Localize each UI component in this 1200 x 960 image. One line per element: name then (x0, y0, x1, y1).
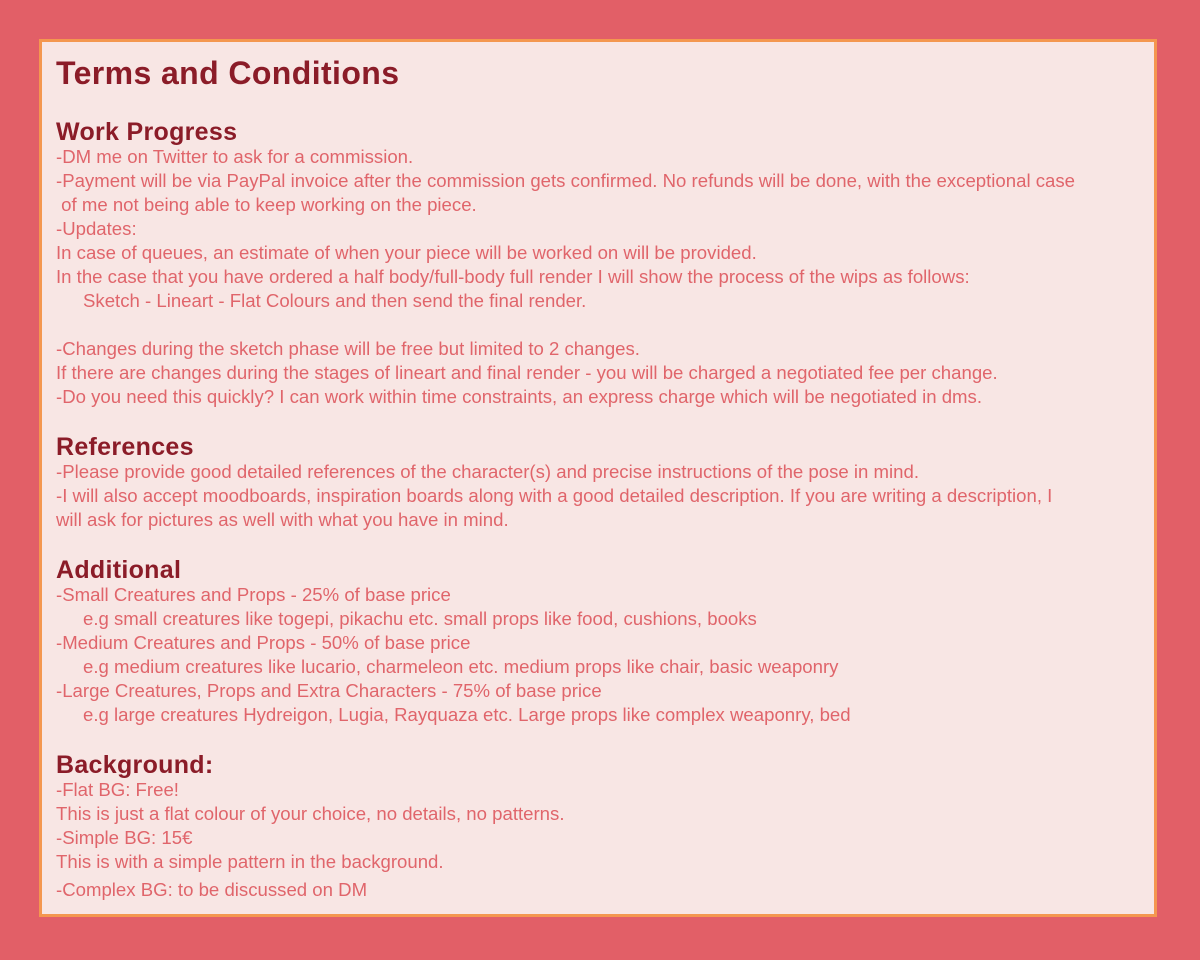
text-line: -Complex BG: to be discussed on DM (56, 879, 368, 900)
text-line: If there are changes during the stages of lineart and final render - you will be charged a negotiated fee per change. (56, 362, 998, 383)
section-background (56, 752, 1148, 902)
terms-content (56, 54, 1148, 902)
text-line: -Simple BG: 15€ (56, 827, 193, 848)
text-line: -DM me on Twitter to ask for a commission. (56, 146, 414, 167)
text-line: -Changes during the sketch phase will be free but limited to 2 changes. (56, 338, 640, 359)
text-line: e.g small creatures like togepi, pikachu etc. small props like food, cushions, books (83, 608, 757, 629)
section-work-progress (56, 119, 1148, 409)
text-line: of me not being able to keep working on the piece. (56, 194, 477, 215)
text-line: Sketch - Lineart - Flat Colours and then send the final render. (83, 290, 587, 311)
text-line: -I will also accept moodboards, inspiration boards along with a good detailed description. If you are writing a description, I (56, 485, 1053, 506)
section-references (56, 434, 1148, 532)
text-line: -Do you need this quickly? I can work within time constraints, an express charge which will be negotiated in dms. (56, 386, 983, 407)
text-line: -Please provide good detailed references of the character(s) and precise instructions of the pose in mind. (56, 461, 920, 482)
terms-card (39, 39, 1157, 917)
text-line: -Flat BG: Free! (56, 779, 179, 800)
text-line: -Medium Creatures and Props - 50% of base price (56, 632, 471, 653)
text-line: -Payment will be via PayPal invoice after the commission gets confirmed. No refunds will be done, with the exceptional case (56, 170, 1076, 191)
text-line: In the case that you have ordered a half body/full-body full render I will show the process of the wips as follows: (56, 266, 970, 287)
text-line: This is just a flat colour of your choice, no details, no patterns. (56, 803, 565, 824)
text-line: This is with a simple pattern in the background. (56, 851, 444, 872)
text-line: will ask for pictures as well with what you have in mind. (56, 509, 509, 530)
text-line: -Updates: (56, 218, 137, 239)
text-line: In case of queues, an estimate of when your piece will be worked on will be provided. (56, 242, 757, 263)
text-line: e.g large creatures Hydreigon, Lugia, Rayquaza etc. Large props like complex weaponry, bed (83, 704, 851, 725)
section-heading: Background: (56, 751, 214, 779)
blank-line (56, 313, 1148, 337)
section-heading: Work Progress (56, 118, 238, 146)
page-title: Terms and Conditions (56, 55, 400, 91)
section-heading: Additional (56, 556, 182, 584)
text-line: e.g medium creatures like lucario, charmeleon etc. medium props like chair, basic weaponry (83, 656, 839, 677)
section-additional (56, 557, 1148, 727)
text-line: -Large Creatures, Props and Extra Characters - 75% of base price (56, 680, 602, 701)
section-heading: References (56, 433, 194, 461)
text-line: -Small Creatures and Props - 25% of base price (56, 584, 451, 605)
